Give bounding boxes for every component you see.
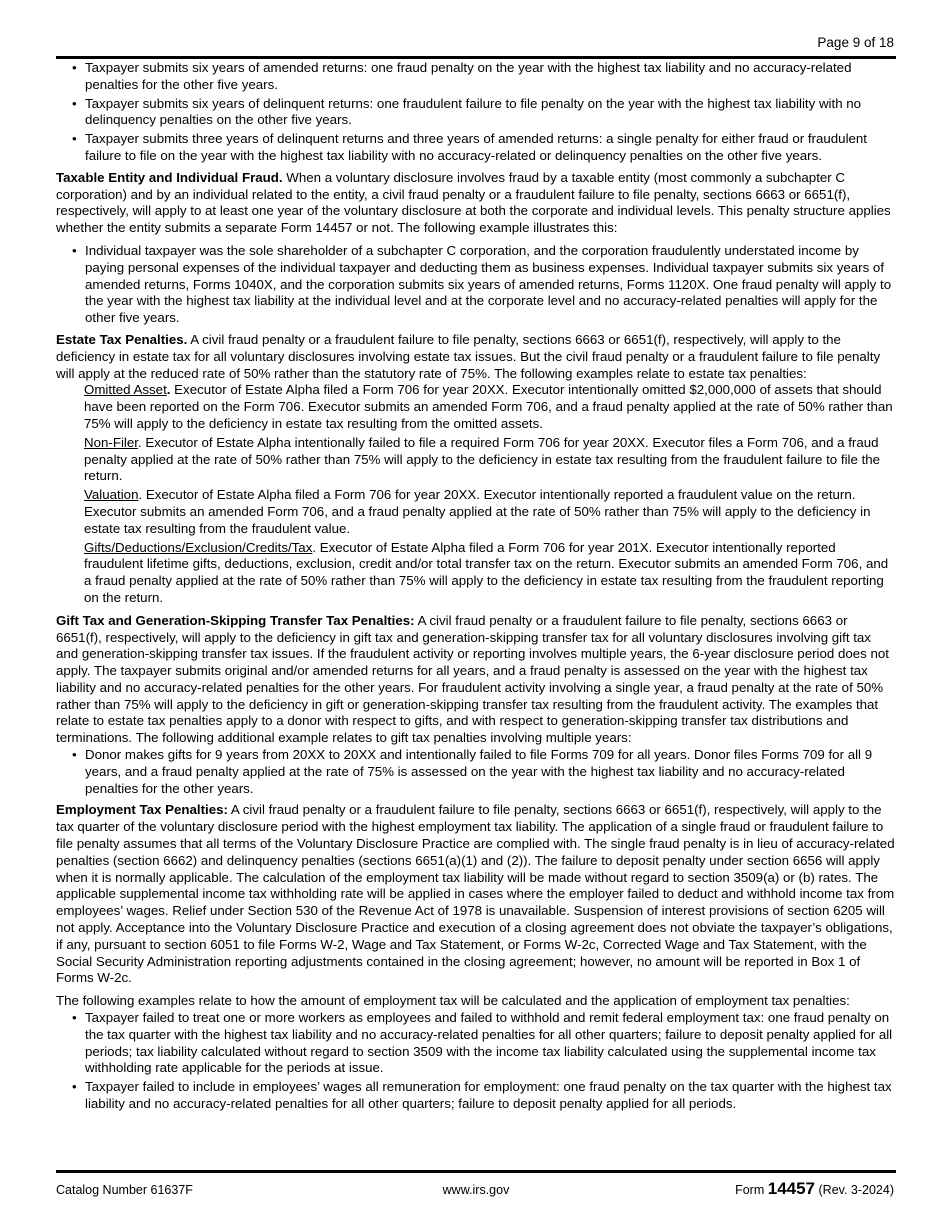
form-identifier xyxy=(735,1179,894,1199)
example-separator: . xyxy=(166,382,175,398)
example-label: Gifts/Deductions/Exclusion/Credits/Tax xyxy=(84,539,313,555)
list-item: • Taxpayer submits three years of delinquent returns and three years of amended returns: a single penalty for either fraud or fraudulent failure to file on the year with the highest tax liability with no accuracy-related or delinquency penalties on the other five years. xyxy=(56,131,896,165)
section-text: A civil fraud penalty or a fraudulent failure to file penalty, sections 6663 or 6651(f), respectively, will apply to the deficiency in estate tax for all voluntary disclosures involving estate tax issues. But the civil fraud penalty or a fraudulent failure to file penalty will apply at the reduced rate of 50% rather than the statutory rate of 75%. The following examples relate to estate tax penalties: xyxy=(56,331,881,381)
example-gifts-deductions xyxy=(56,540,896,607)
catalog-number: Catalog Number 61637F xyxy=(56,1183,193,1197)
page-number: Page 9 of 18 xyxy=(817,35,894,50)
employment-tax-examples-intro: The following examples relate to how the amount of employment tax will be calculated and the application of employment tax penalties: xyxy=(56,993,850,1009)
section-text: A civil fraud penalty or a fraudulent failure to file penalty, sections 6663 or 6651(f), respectively, will apply to the tax quarter of the voluntary disclosure period with the highest employment tax liability. The application of a single fraud or fraudulent failure to file penalty assumes that all terms of the Voluntary Disclosure Practice are complied with. The single fraud penalty is in lieu of accuracy-related penalties (section 6662) and delinquency penalties (sections 6651(a)(1) and (2)). The failure to deposit penalty under section 6656 will apply when it is normally applicable. The calculation of the employment tax liability will be made without regard to section 3509(a) or (b) rates. The applicable supplemental income tax withholding rate will be applied in cases where the employer failed to deduct and withhold income tax from employees’ wages. Relief under Section 530 of the Revenue Act of 1978 is unavailable. Suspension of interest provisions of section 6205 will not apply. Acceptance into the Voluntary Disclosure Practice and execution of a closing agreement does not obviate the taxpayer’s obligations, if any, pursuant to section 6051 to file Forms W-2, Wage and Tax Statement, or Forms W-2c, Corrected Wage and Tax Statement, with the Social Security Administration reporting adjustments contained in the closing agreement; however, no amount will be reported in Box 1 of Forms W-2c. xyxy=(56,802,895,986)
intro-bullet-list xyxy=(56,60,896,165)
section-heading: Employment Tax Penalties: xyxy=(56,802,228,818)
employment-tax-bullet-list xyxy=(56,1010,896,1113)
section-heading: Taxable Entity and Individual Fraud. xyxy=(56,169,283,185)
list-item: • Taxpayer submits six years of delinquent returns: one fraudulent failure to file penalty on the year with the highest tax liability with no delinquency penalties on the other five years. xyxy=(56,96,896,130)
document-body xyxy=(56,60,896,1118)
gift-tax-section xyxy=(56,613,896,747)
form-revision: (Rev. 3-2024) xyxy=(818,1183,894,1197)
form-number: 14457 xyxy=(767,1179,816,1198)
list-item: • Taxpayer submits six years of amended returns: one fraud penalty on the year with the highest tax liability and no accuracy-related penalties for the other five years. xyxy=(56,60,896,94)
section-heading: Gift Tax and Generation-Skipping Transfer Tax Penalties: xyxy=(56,612,415,628)
taxable-entity-bullet-list xyxy=(56,243,896,327)
section-text: When a voluntary disclosure involves fraud by a taxable entity (most commonly a subchapter C corporation) and by an individual related to the entity, a civil fraud penalty or a fraudulent failure to file penalty, sections 6663 or 6651(f), respectively, will apply to at least one year of the voluntary disclosure at both the corporate and individual levels. This penalty structure applies whether the entity submits a separate Form 14457 or not. The following example illustrates this: xyxy=(56,169,891,236)
example-valuation xyxy=(56,487,896,537)
example-text: Executor of Estate Alpha filed a Form 706 for year 201X. Executor intentionally reported fraudulent lifetime gifts, deductions, exclusion, credit and/or total transfer tax on the return. Executor submits an amended Form 706, and a fraud penalty applied at the rate of 50% rather than 75% will apply to the deficiency in estate tax resulting from the fraudulent reporting on the return. xyxy=(84,539,889,605)
section-heading: Estate Tax Penalties. xyxy=(56,331,188,347)
list-item: • Individual taxpayer was the sole shareholder of a subchapter C corporation, and the corporation fraudulently understated income by paying personal expenses of the individual taxpayer and deducting them as business expenses. Individual taxpayer submits six years of amended returns, Forms 1040X, and the corporation submits six years of amended returns, Forms 1120X. One fraud penalty will apply to the year with the highest tax liability at the individual level and at the corporate level and no accuracy-related penalties will apply for the other five years. xyxy=(56,243,896,327)
example-text: Executor of Estate Alpha filed a Form 706 for year 20XX. Executor intentionally omitted $2,000,000 of assets that should have been reported on the Form 706. Executor submits an amended Form 706, and a fraud penalty applied at the rate of 50% rather than 75% will apply to the deficiency in estate tax resulting from the omitted assets. xyxy=(84,382,893,431)
example-non-filer xyxy=(56,435,896,485)
list-item: • Taxpayer failed to include in employees’ wages all remuneration for employment: one fraud penalty on the tax quarter with the highest tax liability and no accuracy-related penalties for all other quarters; failure to deposit penalty applied for all periods. xyxy=(56,1079,896,1113)
example-label: Omitted Asset xyxy=(84,382,167,398)
list-item: • Donor makes gifts for 9 years from 20XX to 20XX and intentionally failed to file Forms 709 for all years. Donor files Forms 709 for all 9 years, and a fraud penalty applied at the rate of 75% is assessed on the year with the highest tax liability and no accuracy-related penalties for the other years. xyxy=(56,747,896,797)
taxable-entity-section xyxy=(56,170,896,237)
example-separator: . xyxy=(138,487,146,503)
example-label: Valuation xyxy=(84,487,139,503)
employment-tax-section xyxy=(56,802,896,987)
example-separator: . xyxy=(312,539,320,555)
section-text: A civil fraud penalty or a fraudulent failure to file penalty, sections 6663 or 6651(f), respectively, will apply to the deficiency in gift tax and generation-skipping transfer tax for all voluntary disclosures involving gift tax and generation-skipping transfer tax issues. If the fraudulent activity or reporting involves multiple years, the 6-year disclosure period does not apply. The taxpayer submits original and/or amended returns for all years, and a fraud penalty is assessed on the year with the highest tax liability and no accuracy-related penalties for the other years. For fraudulent activity involving a single year, a fraud penalty at the rate of 50% rather than 75% will apply to the deficiency in gift or generation-skipping transfer tax resulting from the fraudulent activity. The examples that relate to estate tax penalties apply to a donor with respect to gifts, and with respect to generation-skipping transfer tax distributions and terminations. The following additional example relates to gift tax penalties involving multiple years: xyxy=(56,612,889,746)
estate-tax-examples xyxy=(56,382,896,606)
example-omitted-asset xyxy=(56,382,896,432)
form-prefix: Form xyxy=(735,1183,765,1197)
example-label: Non-Filer xyxy=(84,434,138,450)
page-footer xyxy=(56,1170,896,1213)
example-text: Executor of Estate Alpha filed a Form 706 for year 20XX. Executor intentionally reported a fraudulent value on the return. Executor submits an amended Form 706, and a fraud penalty applied at the rate of 50% rather than 75% will apply to the deficiency in estate tax resulting from the fraudulent value. xyxy=(84,487,871,536)
website-link[interactable]: www.irs.gov xyxy=(442,1183,510,1197)
example-text: Executor of Estate Alpha intentionally failed to file a required Form 706 for year 20XX. Executor files a Form 706, and a fraud penalty applied at the rate of 50% rather than 75% will apply to the deficiency in estate tax resulting from the fraudulent failure to file the return. xyxy=(84,434,881,484)
list-item: • Taxpayer failed to treat one or more workers as employees and failed to withhold and remit federal employment tax: one fraud penalty on the tax quarter with the highest tax liability and no accuracy-related penalties for all other quarters; failure to deposit penalty applied for all periods; tax liability calculated without regard to section 3509 with the income tax liability calculated using the supplemental income tax withholding rate applicable for the periods at issue. xyxy=(56,1010,896,1077)
example-separator: . xyxy=(137,434,146,450)
page-header xyxy=(56,0,896,59)
estate-tax-section xyxy=(56,332,896,382)
gift-tax-bullet-list xyxy=(56,747,896,797)
